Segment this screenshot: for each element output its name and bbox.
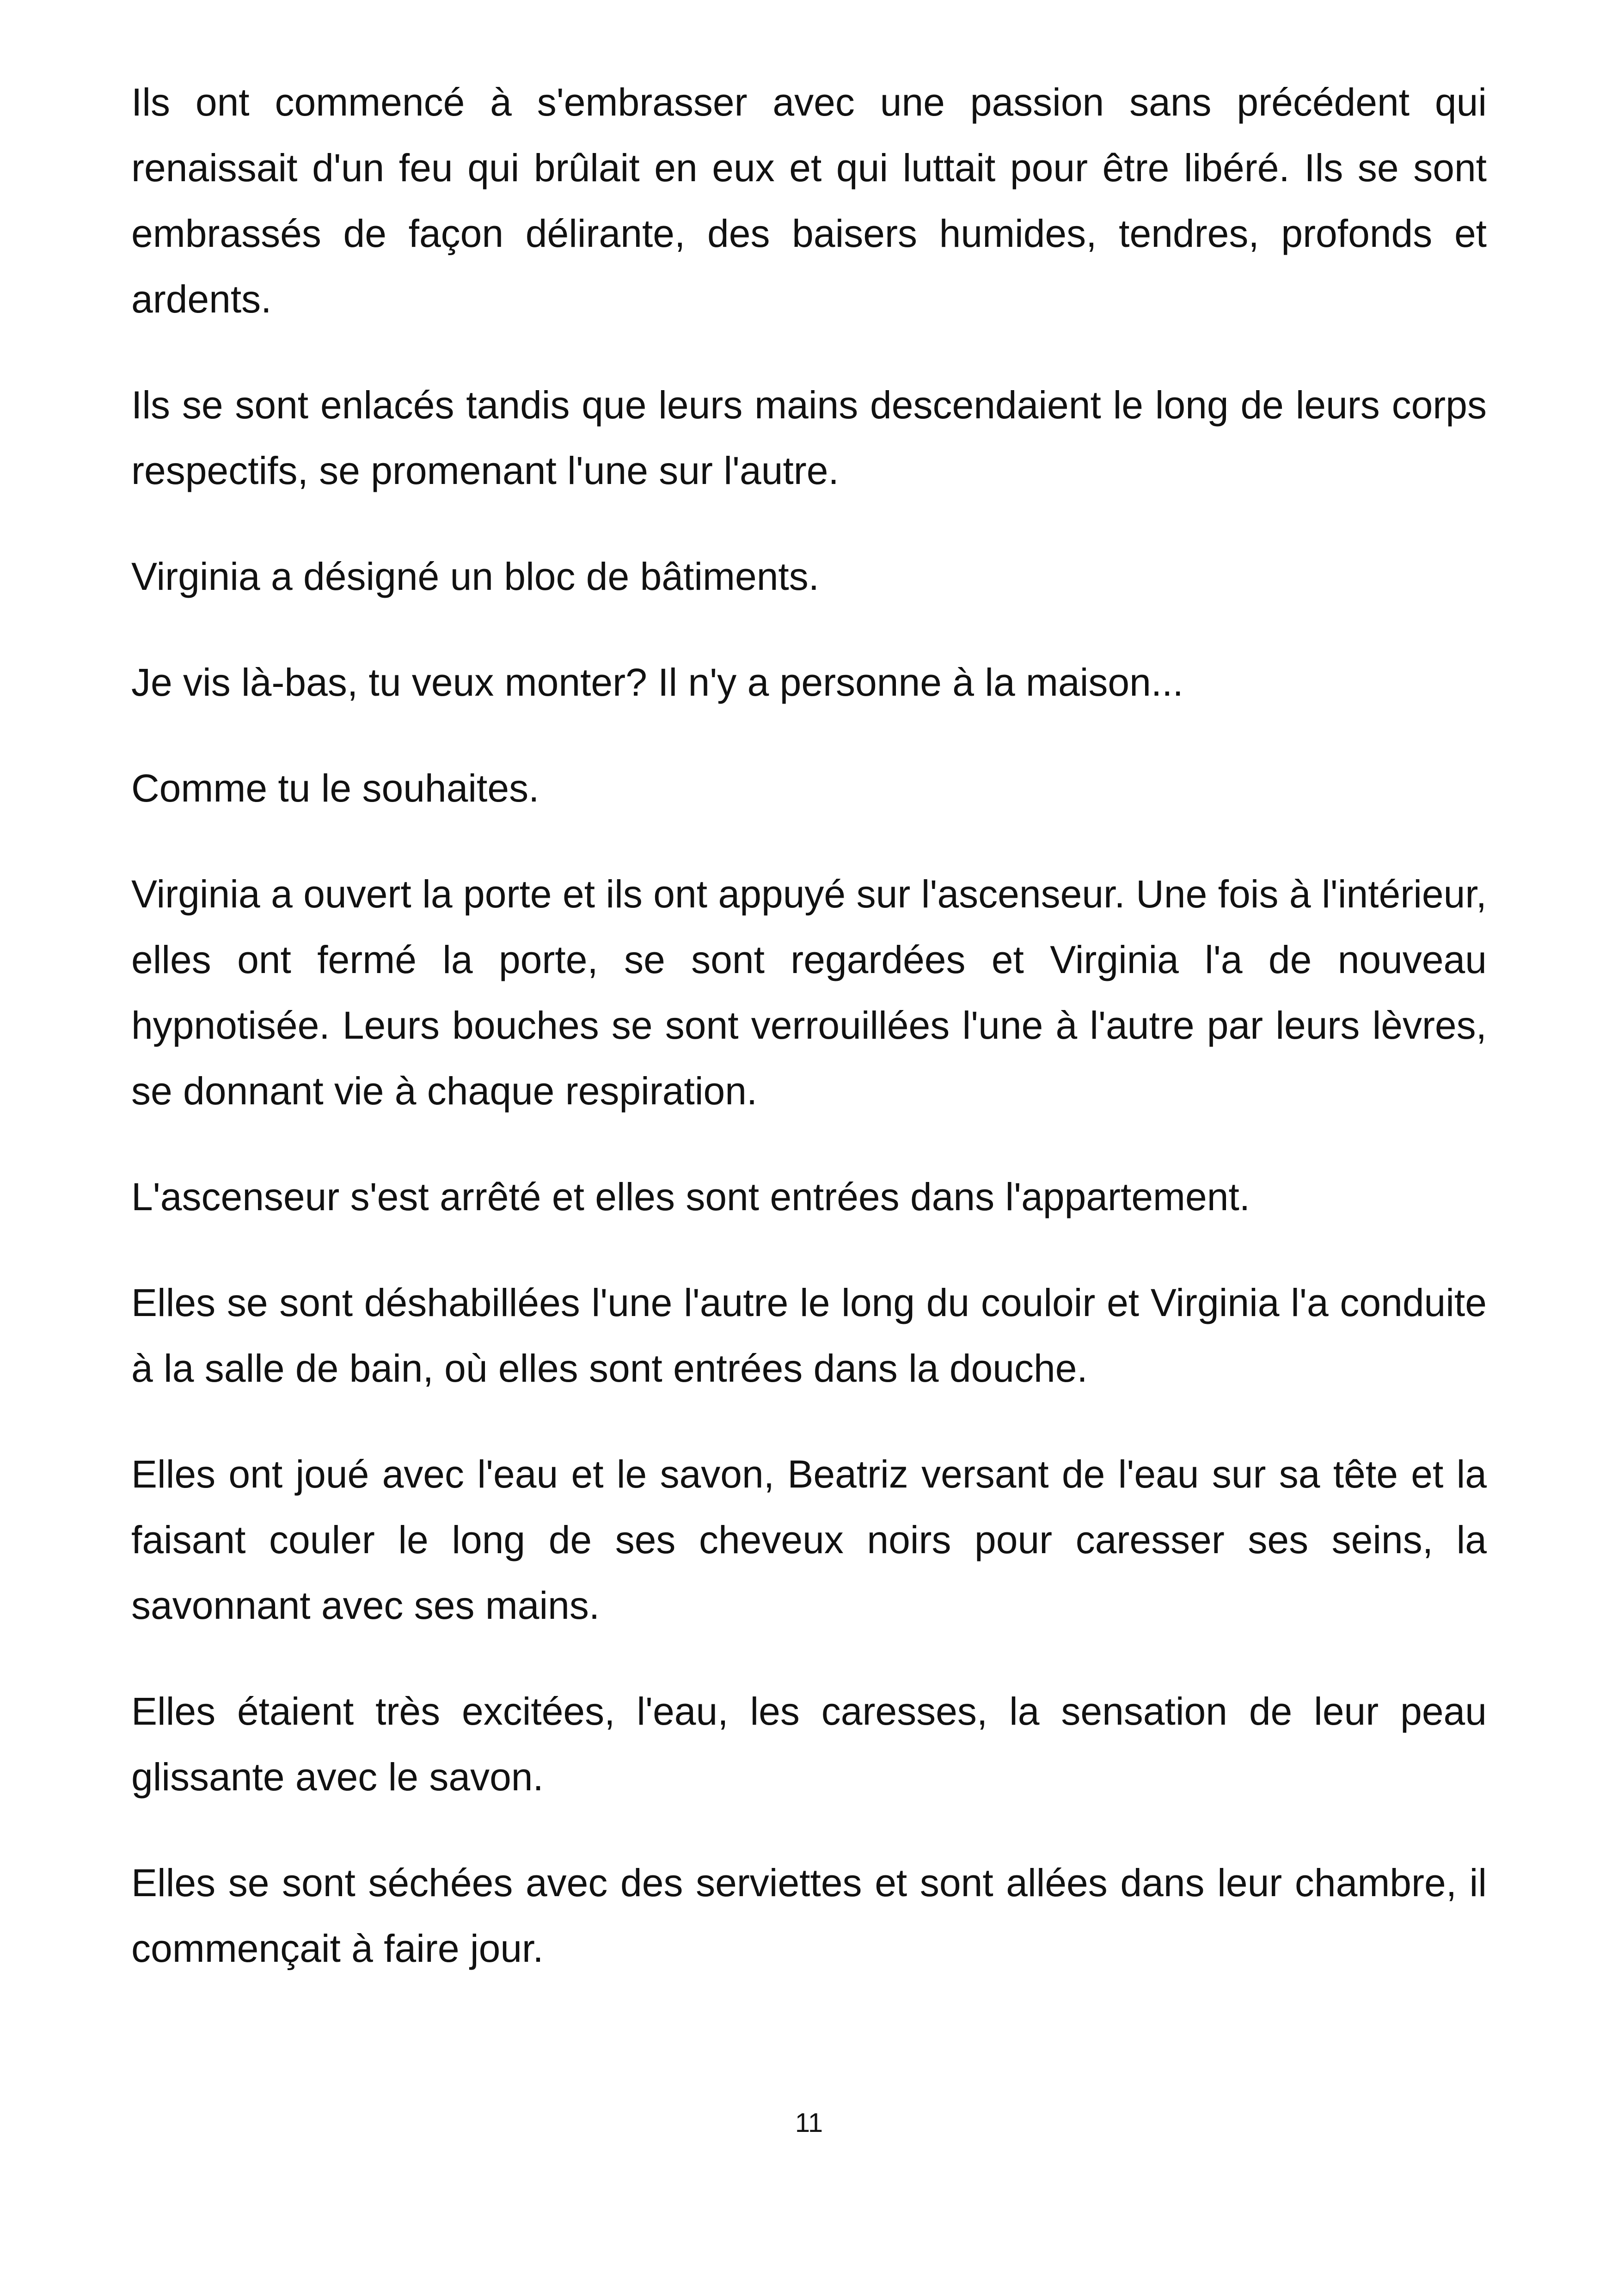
paragraph: L'ascenseur s'est arrêté et elles sont entrées dans l'appartement. xyxy=(131,1175,1250,1218)
paragraph: Ils ont commencé à s'embrasser avec une passion sans précédent qui renaissait d'un feu qui brûlait en eux et qui luttait pour être libéré. Ils se sont embrassés de façon délirante, des baisers humides, tendres, profonds et ardents. xyxy=(131,80,1487,321)
paragraph: Elles se sont déshabillées l'une l'autre le long du couloir et Virginia l'a conduite à la salle de bain, où elles sont entrées dans la douche. xyxy=(131,1281,1487,1390)
page-number: 11 xyxy=(795,2108,823,2138)
paragraph: Virginia a ouvert la porte et ils ont appuyé sur l'ascenseur. Une fois à l'intérieur, elles ont fermé la porte, se sont regardées et Virginia l'a de nouveau hypnotisée. Leurs bouches se sont verrouillées l'une à l'autre par leurs lèvres, se donnant vie à chaque respiration. xyxy=(131,872,1487,1113)
paragraph: Elles se sont séchées avec des serviettes et sont allées dans leur chambre, il commençait à faire jour. xyxy=(131,1861,1487,1970)
paragraph: Je vis là-bas, tu veux monter? Il n'y a personne à la maison... xyxy=(131,661,1183,704)
paragraph: Virginia a désigné un bloc de bâtiments. xyxy=(131,555,820,598)
paragraph: Elles ont joué avec l'eau et le savon, Beatriz versant de l'eau sur sa tête et la faisant couler le long de ses cheveux noirs pour caresser ses seins, la savonnant avec ses mains. xyxy=(131,1452,1487,1627)
body-text xyxy=(131,69,1487,1981)
paragraph: Elles étaient très excitées, l'eau, les caresses, la sensation de leur peau glissante avec le savon. xyxy=(131,1690,1487,1799)
paragraph: Ils se sont enlacés tandis que leurs mains descendaient le long de leurs corps respectifs, se promenant l'une sur l'autre. xyxy=(131,383,1487,492)
paragraph: Comme tu le souhaites. xyxy=(131,766,539,810)
